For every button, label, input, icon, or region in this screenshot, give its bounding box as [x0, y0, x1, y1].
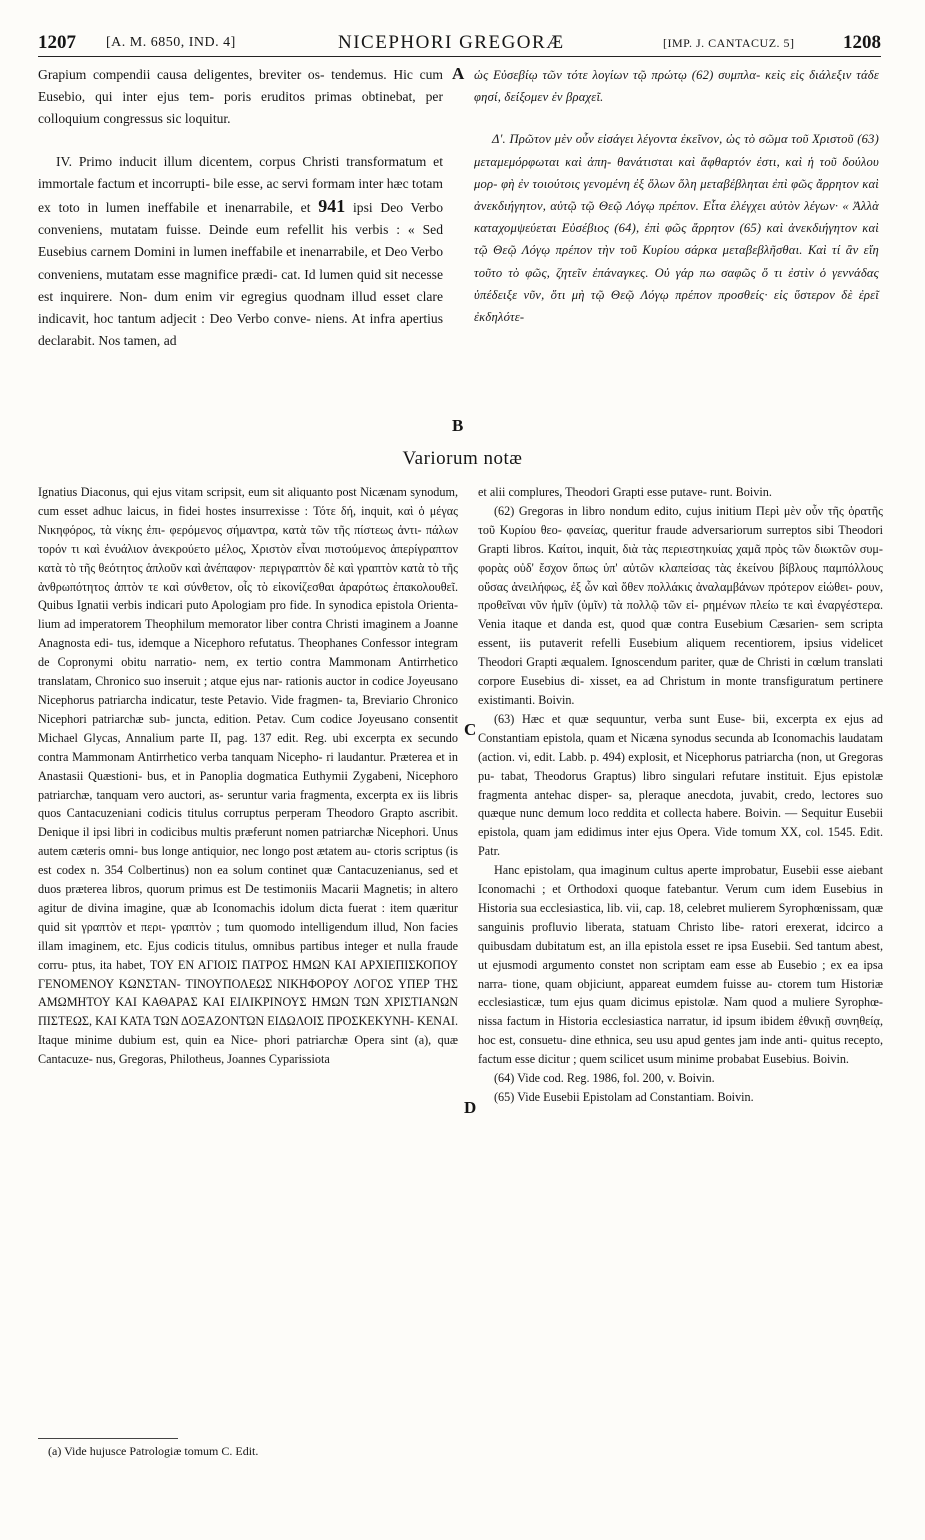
margin-marker-b: B: [452, 416, 464, 435]
latin-paragraph-part: ipsi Deo Verbo conveniens, mutatam fuisse. Deinde eum refellit his verbis : « Sed Eusebius carnem Domini in lumen ineffabile et inenarrabile, et Deo Verbo conveniens, mutatam esse magnifice prædi- cat. Id lumen quid sit necesse est inquirere. Non- dum enim vir egregius quodnam illud esset clare indicavit, hoc tantum adjecit : Deo Verbo conve- niens. At infra apertius declarabit. Nos tamen, ad: [38, 200, 443, 349]
footnote: (a) Vide hujusce Patrologiæ tomum C. Edit.: [48, 1444, 259, 1458]
footnote-rule: [38, 1438, 178, 1439]
left-page-number: 1207: [38, 32, 76, 53]
note-paragraph: (63) Hæc et quæ sequuntur, verba sunt Euse- bii, excerpta ex ejus ad Constantiam epistola, quam et Nicæna synodus secunda ab Iconomachis laudatam (action. vi, edit. Labb. p. 494) explosit, et Nicephorus patriarcha (non, ut Gregoras pu- tabat, Theodorus Graptus) libro singulari refutare instituit. Ejus epistolæ fragmenta antehac disper- sa, pleraque anecdota, juvabit, credo, lectores suo quæque nunc demum loco reddita et collecta habere. Boivin. — Sequitur Eusebii epistola, quam jam edidimus inter ejus Opera. Vide tomum XX, col. 1545. Edit. Patr.: [478, 711, 883, 859]
right-page-number: 1208: [843, 32, 881, 53]
margin-marker-a: A: [452, 64, 465, 83]
latin-paragraph-part: IV. Primo inducit illum dicentem, corpus Christi transformatum et immortale factum et incorrupti- bile esse, ac servi formam inter hæc totam ex toto in lumen ineffabile et inenarrabile, et: [38, 153, 443, 216]
right-running-head: [IMP. J. CANTACUZ. 5]: [663, 36, 795, 50]
margin-marker-c: C: [464, 720, 477, 739]
notes-left-column: [38, 483, 458, 1069]
greek-text-column: [474, 64, 879, 328]
notes-section-title: Variorum notæ: [402, 448, 523, 469]
greek-paragraph: Δ'. Πρῶτον μὲν οὖν εἰσάγει λέγοντα ἐκεῖνον, ὡς τὸ σῶμα τοῦ Χριστοῦ (63) μεταμεμόρφωται καὶ ἀπη- θανάτισται καὶ ἄφθαρτόν ἐστι, καὶ ἡ τοῦ δούλου μορ- φὴ ἐν τοιούτοις γενομένη ἐξ ὅλων ὅλη μεταβέβληται ἐπὶ φῶς ἄρρητον καὶ ἀνεκδιήγητον, αὐτῷ τῷ Θεῷ Λόγῳ πρέπον. Εἶτα ἐλέγχει αὐτὸν λέγων· « Ἀλλὰ καταχομψεύεται Εὐσέβιος (64), ἐπὶ φῶς ἄρρητον (65) καὶ ἀνεκδιήγητον καὶ τῷ Θεῷ Λόγῳ πρέπον τὴν τοῦ Κυρίου σάρκα μεταβεβλῆσθαι. Καὶ τί ἂν εἴη τοῦτο τὸ φῶς, ζητεῖν ἐπάναγκες. Οὐ γάρ πω σαφῶς ὅ τι ἐστὶν ὁ γεννάδας ὑπέδειξε νῦν, ὅτι μὴ τῷ Θεῷ Λόγῳ πρέπον προσθείς· εἰς ὕστερον δὲ ἐρεῖ ἐκδηλότε-: [474, 132, 879, 325]
note-paragraph: et alii complures, Theodori Grapti esse putave- runt. Boivin.: [478, 485, 772, 499]
left-running-head: [A. M. 6850, IND. 4]: [106, 35, 236, 50]
column-number: 941: [318, 196, 346, 217]
note-paragraph: Ignatius Diaconus, qui ejus vitam scripsit, eum sit aliquanto post Nicænam synodum, cum esset adhuc laicus, in fidei hostes insurrexisse : Τότε δή, inquit, καὶ ὁ μέγας Νικηφόρος, τὰ νίκης ἐπι- φερόμενος σήμαντρα, κατὰ τῶν τῆς πίστεως ἀντι- πάλων τορόν τι καὶ ἐνυάλιον ἀνεκρούετο μέλος, Χριστὸν εἶναι πιστούμενος ἀπερίγραπτον κατὰ τὸ τῆς θεότητος ἁπλοῦν καὶ ἀνέπαφον· περιγραπτὸν δὲ καὶ γραπτὸν κατὰ τὸ τῆς ἀνθρωπότητος ἀπτὸν τε καὶ σύνθετον, οἷς τὸ εἰκονίζεσθαι ἀραρότως ἐπακολουθεῖ. Quibus Ignatii verbis indicari puto Apologiam pro fide. In synodica epistola Orienta- lium ad imperatorem Theophilum memorator liber contra Christi imaginem a Joanne Anagnosta edi- tus, idemque a Nicephoro refutatus. Theophanes Confessor integram de Copronymi obitu narratio- nem, ex tertio contra Mammonam Antirrhetico translatam, Chronico suo inseruit ; atque ejus nar- rationis auctor in codice Joyeusano Nicephorus patriarcha indicatur, teste Petavio. Vide fragmen- ta, Breviario Chronico Nicephori patriarchæ sub- juncta, edition. Petav. Cum codice Joyeusano consentit Michael Glycas, Annalium parte II, pag. 137 edit. Reg. ubi excerpta ex secundo contra Mammonam Antirrhetico verba tanquam Nicepho- ri laudantur. Præterea et in Anastasii Quæstioni- bus, et in Panoplia dogmatica Euthymii Zygabeni, Nicephoro patriarchæ, tanquam vero auctori, as- seruntur varia fragmenta, excerpta ex iis libris quos Cantacuzeniani codicis titulus corruptus perperam Theodoro Grapto ascribit. Denique il ipsi libri in codicibus multis præferunt nomen patriarchæ Nicephori. Unus autem cæteris omni- bus longe antiquior, nec longo post ætatem au- ctoris scriptus (is est codex n. 354 Colbertinus) non ea solum continet quæ Cantacuzenianus, sed et duos præterea libros, quorum primus est De testimoniis Macarii Magnetis; in altero agitur de divina imagine, quæ ab Iconomachis idolum dicta fuerat : item quæritur quid sit γραπτὸν et περι- γραπτὸν ; tum quomodo intelligendum illud, Non facies illam imaginem, etc. Ejus codicis titulus, omnibus partibus integer et nulla fraude corru- ptus, ita habet, ΤΟΥ ΕΝ ΑΓΙΟΙΣ ΠΑΤΡΟΣ ΗΜΩΝ ΚΑΙ ΑΡΧΙΕΠΙΣΚΟΠΟΥ ΓΕΝΟΜΕΝΟΥ ΚΩΝΣΤΑΝ- ΤΙΝΟΥΠΟΛΕΩΣ ΝΙΚΗΦΟΡΟΥ ΛΟΓΟΣ ΥΠΕΡ ΤΗΣ ΑΜΩΜΗΤΟΥ ΚΑΙ ΚΑΘΑΡΑΣ ΚΑΙ ΕΙΛΙΚΡΙΝΟΥΣ ΗΜΩΝ ΤΩΝ ΧΡΙΣΤΙΑΝΩΝ ΠΙΣΤΕΩΣ, ΚΑΙ ΚΑΤΑ ΤΩΝ ΔΟΞΑΖΟΝΤΩΝ ΕΙΔΩΛΟΙΣ ΠΡΟΣΚΕΚΥΝΗ- ΚΕΝΑΙ. Itaque minime dubium est, quin ea Nice- phori patriarchæ Opera sint (a), quæ Cantacuze- nus, Gregoras, Philotheus, Joannes Cyparissiota: [38, 485, 458, 1067]
note-paragraph: (65) Vide Eusebii Epistolam ad Constantiam. Boivin.: [494, 1090, 754, 1104]
running-title: NICEPHORI GREGORÆ: [338, 32, 565, 53]
note-paragraph: (62) Gregoras in libro nondum edito, cujus initium Περὶ μὲν οὖν τῆς ὁρατῆς τοῦ Κυρίου θεο- φανείας, queritur fraude adversariorum surreptos sibi Theodori Grapti libros. Καίτοι, inquit, διὰ τὰς περιεστηκυίας χαμᾶ πρὸς τῶν διωκτῶν συμ- φορὰς οὐδ' ἔσχον ὅπως ὑπ' αὐτῶν κλαπείσας τὰς ἐκείνου βίβλους παμπόλλους οὔσας ἀνειλήφως, ἐξ ὧν καὶ ὅθεν πολλάκις ἀναλαμβάνων πρότερον εἰώθει- ρουν, προθεῖναι νῦν ἡμῖν (ὑμῖν) τὰ πολλῷ τῶν εἰ- ρημένων πλείω τε καὶ ἐναργέστερα. Venia itaque et danda est, quod quæ contra Eusebium Cæsarien- sem scripta essent, iis putaverit refelli Eusebium aliquem recentiorem, ipsius videlicet Theodori Grapti æqualem. Ignoscendum pariter, quæ de Christi in cœlum translati corpore Eusebius di- xisset, ea ad Christum in monte transfiguratum pertinere existimanti. Boivin.: [478, 503, 883, 707]
note-paragraph: Hanc epistolam, qua imaginum cultus aperte improbatur, Eusebii esse aiebant Iconomachi ; et Orthodoxi quoque fatebantur. Verum cum idem Eusebius in Historia sua ecclesiastica, lib. vii, cap. 18, celebret mulierem Syrophœnissam, quæ sanguinis profluvio liberata, statuam Christo libe- ratori erexerat, idcirco a quibusdam dubitatum est, an illa epistola esset re ipsa Eusebii. Sed tantum abest, ut ejusmodi argumento constet non scriptam eam esse ab Eusebio ; ex ea ipsa narra- tione, quam objiciunt, appareat eumdem fuisse au- ctorem tum Historiæ ecclesiasticæ, tum ejus quam dicimus epistolæ. Nam quod a muliere Syrophœ- nissa factum in Historia ecclesiastica narratur, id ipsum ibidem ἐθνικῇ συνηθείᾳ, hoc est, consuetu- dine ethnica, seu usu apud gentes jam inde anti- quitus recepto, factum esse dicitur ; quem scilicet usum minime probabat Eusebius. Boivin.: [478, 863, 883, 1067]
greek-paragraph: ὡς Εὐσεβίῳ τῶν τότε λογίων τῷ πρώτῳ (62) συμπλα- κεὶς εἰς διάλεξιν τάδε φησί, δείξομεν ἐν βραχεῖ.: [474, 68, 879, 105]
notes-right-column: [478, 483, 883, 1107]
margin-marker-d: D: [464, 1098, 477, 1117]
page-header: [38, 30, 881, 57]
latin-text-column: [38, 64, 443, 352]
note-paragraph: (64) Vide cod. Reg. 1986, fol. 200, v. Boivin.: [494, 1071, 715, 1086]
latin-paragraph: Grapium compendii causa deligentes, breviter os- tendemus. Hic cum Eusebio, qui inter ejus tem- poris eruditos primas obtinebat, per colloquium congressus sic loquitur.: [38, 67, 443, 127]
latin-paragraph: [38, 151, 443, 353]
